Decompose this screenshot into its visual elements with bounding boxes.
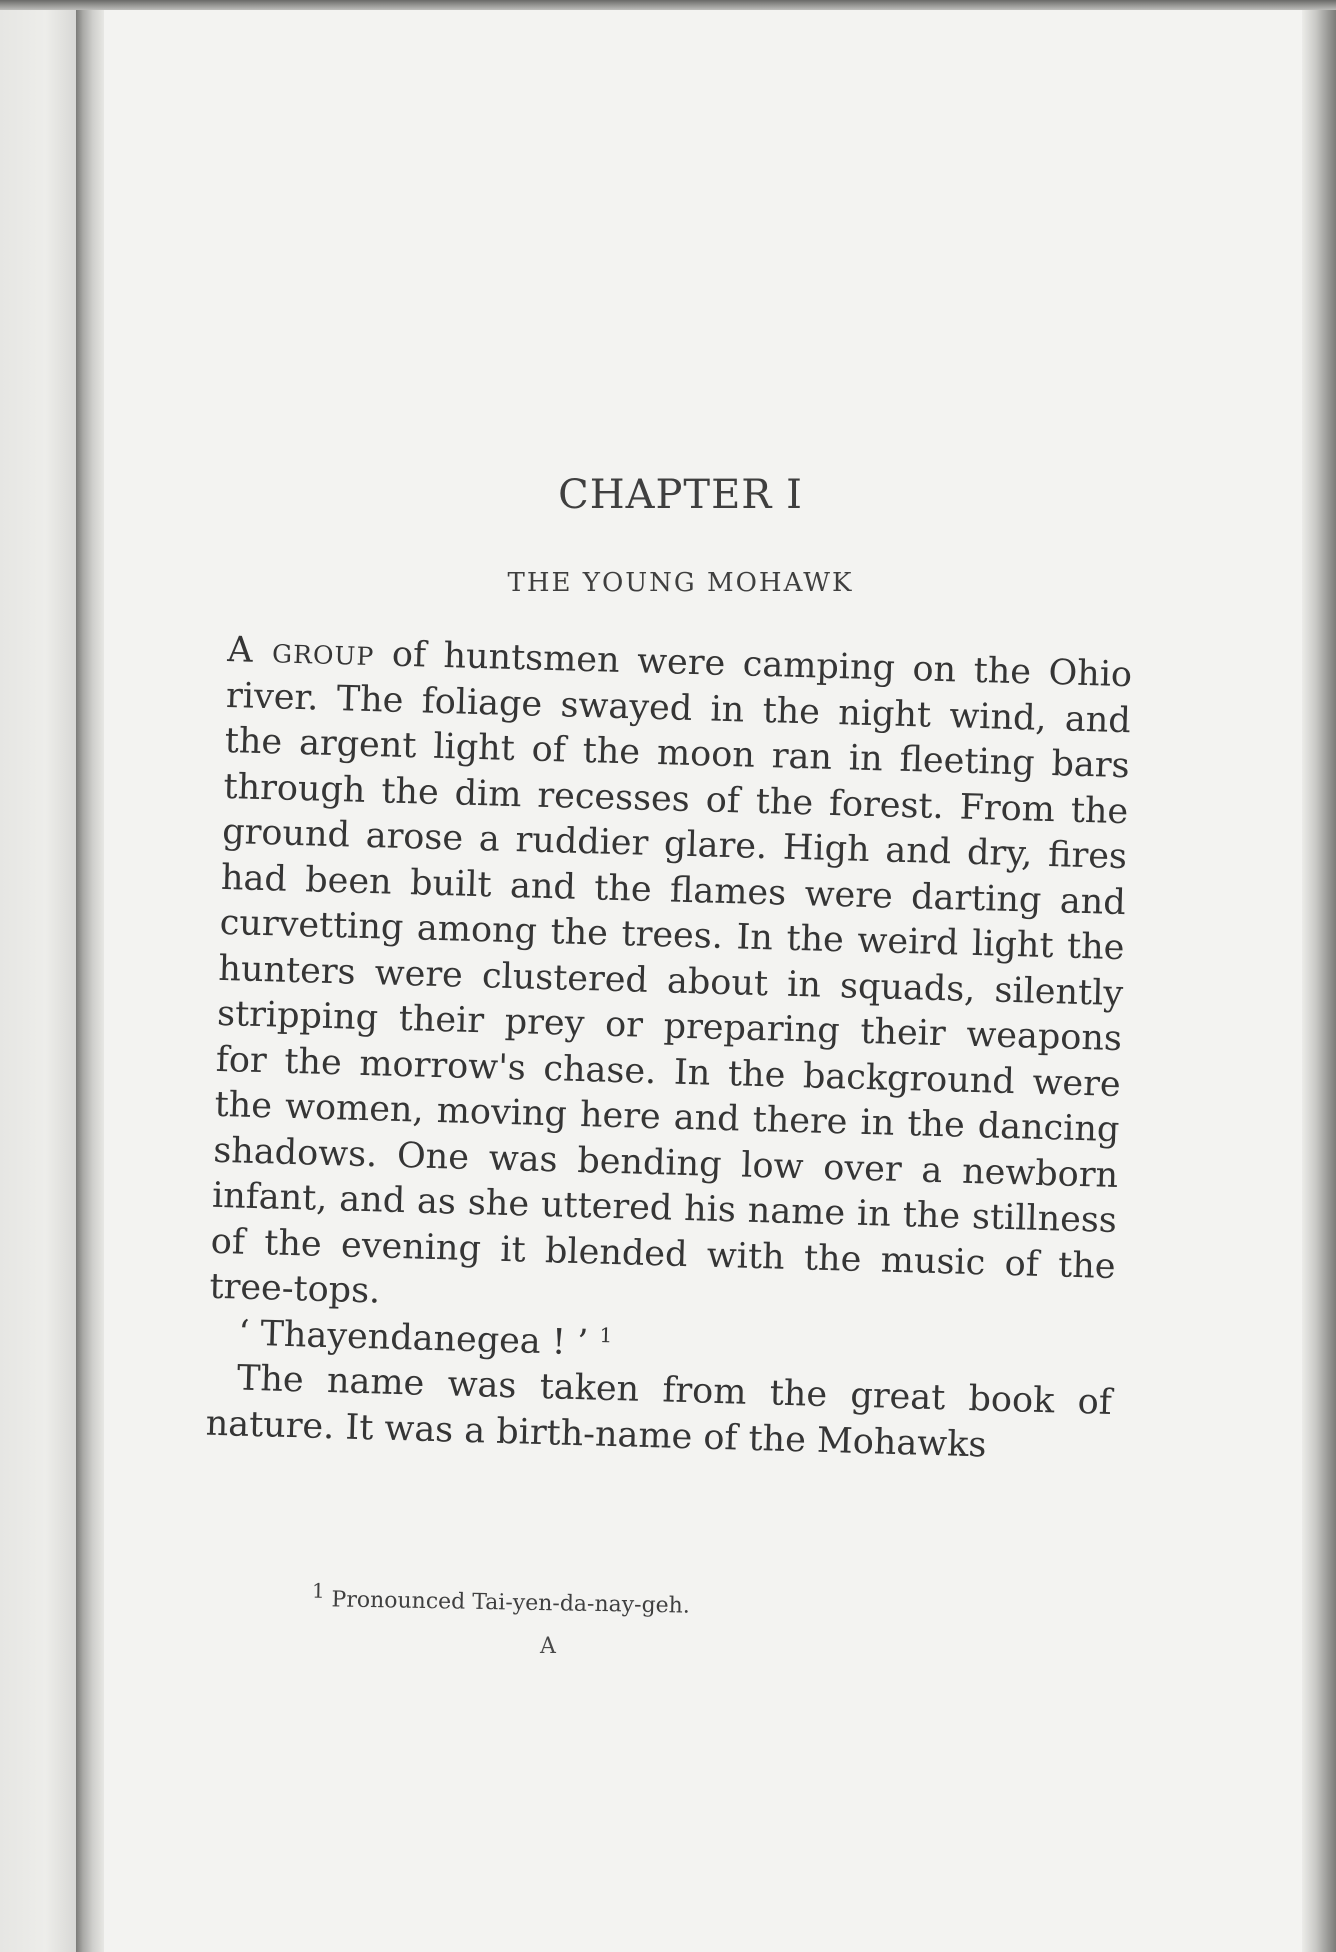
footnote-reference: 1: [599, 1322, 613, 1347]
body-text: [205, 628, 1133, 1472]
signature-mark: A: [540, 1634, 556, 1659]
book-gutter: [76, 10, 104, 1952]
footnote: [311, 1578, 691, 1619]
chapter-title: THE YOUNG MOHAWK: [507, 568, 854, 598]
paragraph-text: The name was taken from the great book of nature. It was a birth-name of the Mohawks: [205, 1358, 1113, 1465]
facing-page-edge: [0, 10, 76, 1952]
book-page: [104, 10, 1302, 1952]
chapter-heading: CHAPTER I: [558, 472, 803, 518]
exclamation-text: ‘ Thayendanegea ! ’: [237, 1313, 589, 1363]
lead-small-caps: A group: [226, 629, 375, 675]
footnote-text: Pronounced Tai-yen-da-nay-geh.: [324, 1587, 691, 1619]
paragraph: [209, 628, 1133, 1336]
scan-top-edge: [0, 0, 1336, 10]
page-fore-edge: [1302, 10, 1336, 1952]
paragraph-text: of huntsmen were camping on the Ohio river. The foliage swayed in the night wind, and the argent light of the moon ran in fleeting bars through the dim recesses of the forest. From the ground arose a ruddier glare. High and dry, fires had been built and the flames were darting and curvetting among the trees. In the weird light the hunters were clustered about in squads, silently stripping their prey or preparing their weapons for the morrow's chase. In the background were the women, moving here and there in the dancing shadows. One was bending low over a newborn infant, and as she uttered his name in the stillness of the evening it blended with the music of the tree-tops.: [209, 634, 1133, 1312]
footnote-mark: 1: [311, 1578, 325, 1603]
